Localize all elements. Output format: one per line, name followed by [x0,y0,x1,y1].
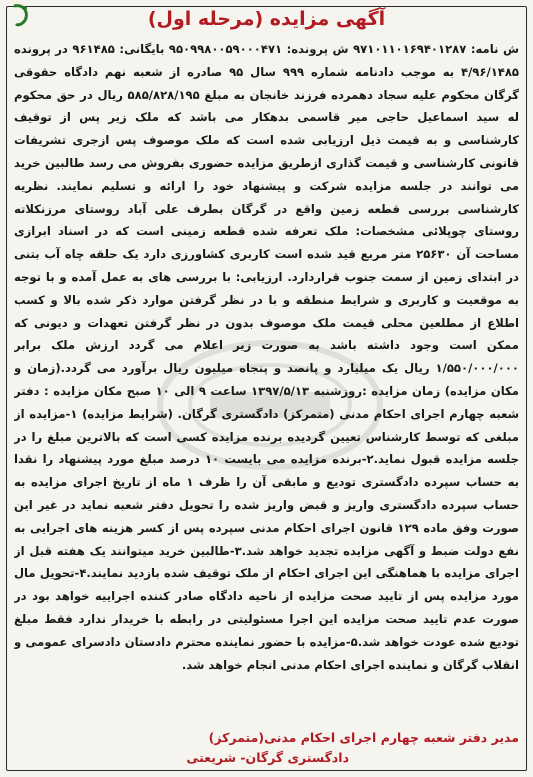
notice-body-text: ش نامه: ۹۷۱۰۱۱۰۱۶۹۴۰۱۲۸۷ ش پرونده: ۹۵۰۹۹۸۰۰۵۹۰۰۰۴۷۱ بایگانی: ۹۶۱۴۸۵ در پرونده ۴/۹۶/۱۴۸۵ به موجب دادنامه شماره ۹۹۹ سال ۹۵ صادره از شعبه نهم دادگاه حقوقی گرگان محکوم علیه سجاد دهمرده فرزند خانجان به مبلغ ۵۸۵/۸۲۸/۱۹۵ ریال در حق محکوم له سید اسماعیل حاجی میر قاسمی بدهکار می باشد که ملک زیر پس از توقیف کارشناسی و به قیمت ذیل ارزیابی شده است که ملک موصوف پس ازجری تشریفات قانونی کارشناسی و قیمت گذاری ازطریق مزایده حضوری بفروش می رسد طالبین خرید می توانند در جلسه مزایده شرکت و پیشنهاد خود را ارائه و تسلیم نمایند. نظریه کارشناسی بررسی قطعه زمین واقع در گرگان بطرف علی آباد روستای مرزنکلاته روستای چوپلائی مشخصات: ملک تعرفه شده قطعه زمینی است که در اسناد ابرازی مساحت آن ۲۵۶۳۰ متر مربع قید شده است کاربری کشاورزی دارد یک حلقه چاه آب بتنی در ابتدای زمین از سمت جنوب قراردارد. ارزیابی: با بررسی های به عمل آمده و با توجه به موقعیت و کاربری و شرایط منطقه و با در نظر گرفتن موارد ذکر شده بالا و کسب اطلاع از مطلعین محلی قیمت ملک موصوف بدون در نظر گرفتن تعهدات و دیونی که ممکن است وجود داشته باشد به صورت زیر اعلام می گردد ارزش ملک برابر ۱/۵۵۰/۰۰۰/۰۰۰ ریال یک میلیارد و پانصد و پنجاه میلیون ریال برآورد می گردد.(زمان و مکان مزایده) زمان مزایده :روزشنبه ۱۳۹۷/۵/۱۳ ساعت ۹ الی ۱۰ صبح مکان مزایده : دفتر شعبه چهارم اجرای احکام مدنی (متمرکز) دادگستری گرگان. (شرایط مزایده) ۱-مزایده از مبلغی که توسط کارشناس تعیین گردیده برنده مزایده کسی است که بالاترین مبلغ را در جلسه مزایده قبول نماید.۲-برنده مزایده می بایست ۱۰ درصد مبلغ مورد پیشنهاد را نقدا به حساب سپرده دادگستری تودیع و مابقی آن را ظرف ۱ ماه از تاریخ اجرای مزایده به حساب سپرده دادگستری واریز و قبض واریز شده را تحویل دفتر شعبه نماید در غیر این صورت وفق ماده ۱۲۹ قانون اجرای احکام مدنی سپرده پس از کسر هزینه های اجرایی به نفع دولت ضبط و آگهی مزایده تجدید خواهد شد.۳-طالبین خرید میتوانند یک هفته قبل از اجرای مزایده با هماهنگی این اجرای احکام از ملک توقیف شده بازدید نمایند.۴-تحویل مال مورد مزایده پس از تایید صحت مزایده از ناحیه دادگاه صادر کننده اجراییه خواهد بود در صورت عدم تایید صحت مزایده این اجرا مسئولیتی در رابطه با خریدار ندارد فقط مبلغ تودیع شده عودت خواهد شد.۵-مزایده با حضور نماینده محترم دادستان دادسرای عمومی و انقلاب گرگان و نماینده اجرای احکام مدنی انجام خواهد شد. [14,42,519,672]
signature-court: دادگستری گرگان- شریعتی [186,750,349,765]
notice-title: آگهی مزایده (مرحله اول) [147,8,386,30]
notice-body [14,38,519,728]
signature-office: مدیر دفتر شعبه چهارم اجرای احکام مدنی(متمرکز) [208,730,519,745]
